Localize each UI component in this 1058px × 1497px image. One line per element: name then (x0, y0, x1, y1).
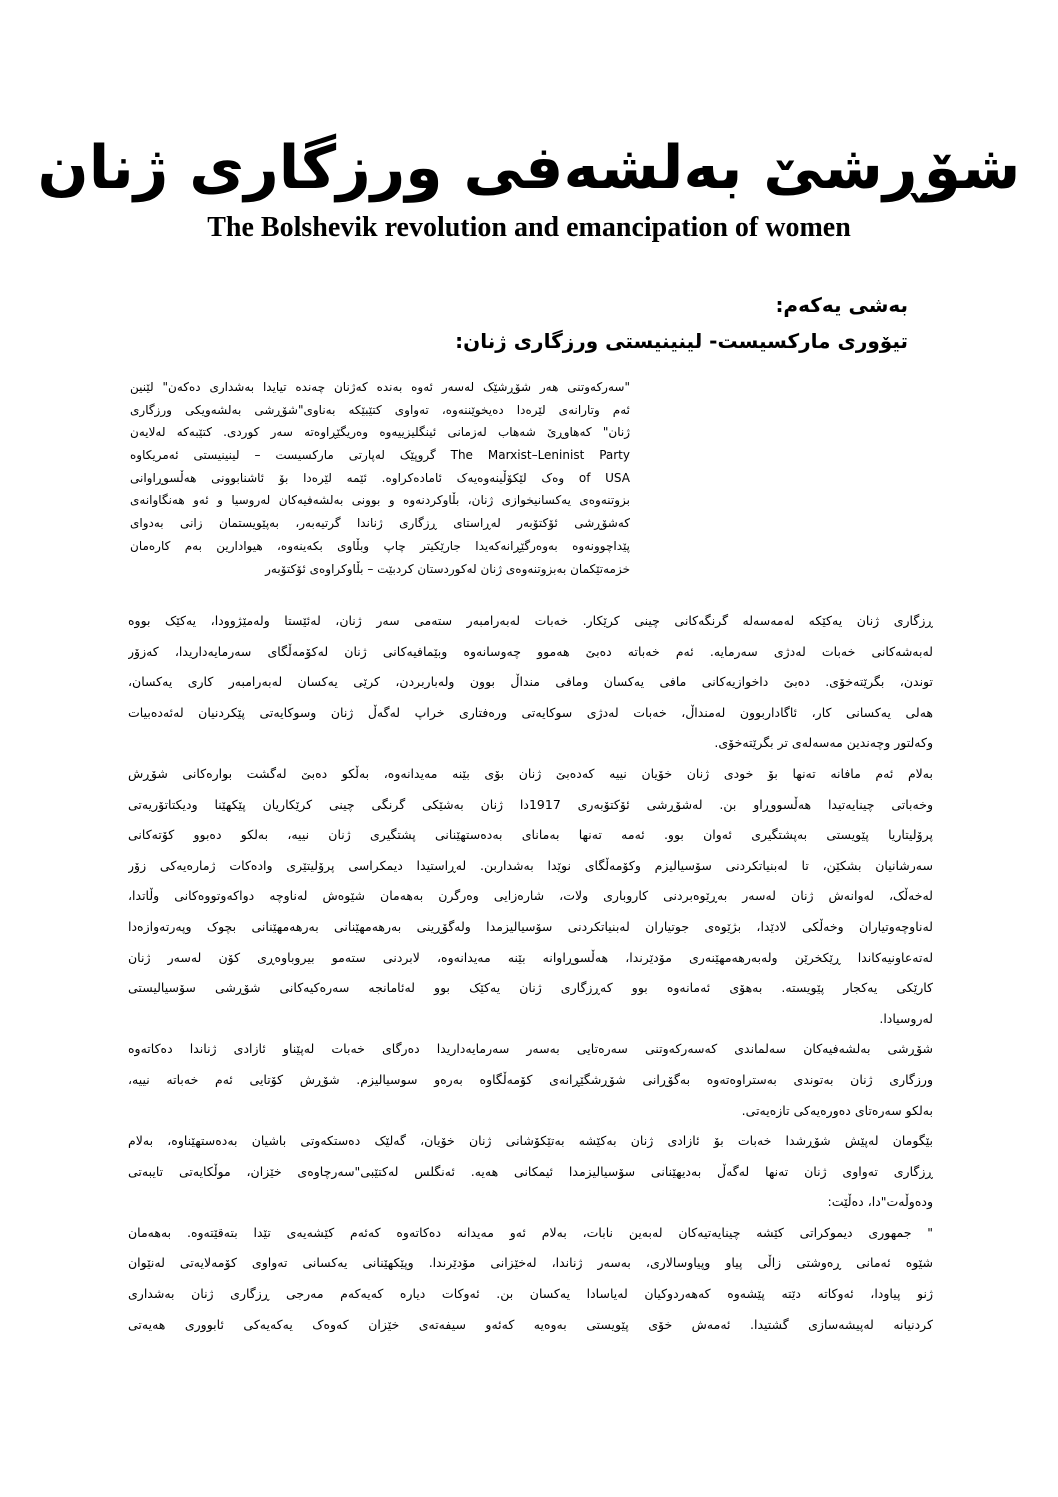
section-title: تیۆوری مارکسیست- لینینیستی ورزگاری ژنان: (455, 329, 908, 353)
article-body (128, 606, 933, 1340)
paragraph (128, 606, 933, 759)
quote-line: "سەرکەوتنی هەر شۆڕشێک لەسەر ئەوە بەندە کەژنان چەندە تیایدا بەشداری دەکەن" لێنین (130, 380, 630, 394)
paragraph-line: بەلام ئەم مافانە تەنها بۆ خودی ژنان خۆیان نییە کەدەبێ ژنان بۆی بێنە مەیدانەوە، بەڵکو دەبێ لەگشت بوارەکانی شۆڕش (128, 765, 933, 781)
quote-line: of USA وەک لێکۆڵینەوەیەک ئامادەکراوە. ئێمە لێرەدا بۆ ئاشنابوونی هەڵسوڕاوانی (130, 470, 630, 485)
paragraph (128, 1218, 933, 1340)
paragraph-line: ڕزگاری ژنان یەکێکە لەمەسەلە گرنگەکانی چینی کرێکار. خەبات لەبەرامبەر ستەمی سەر ژنان، لەئێستا ولەمێژوودا، یەکێک بووە (128, 613, 933, 628)
paragraph-line: ژنو پیاودا، ئەوکاتە دێتە پێشەوە کەهەردوکیان لەیاسادا یەکسان بن. ئەوکات دیارە کەیەکەم مەرجی ڕزگاری ژنان بەشداری (128, 1286, 933, 1302)
paragraph-line: بەلکو سەرەتای دەورەیەکی تازەیەتی. (741, 1102, 933, 1118)
quote-line: بزوتنەوەی یەکسانیخوازی ژنان، بڵاوکردنەوە و بوونی بەلشەفیەکان لەروسیا و ئەو هەنگاوانەی (130, 493, 630, 508)
paragraph-line: شێوە ئەمانی ڕەوشتی زاڵی پیاو وپیاوسالاری، بەسەر ژناندا، لەخێزانی مۆدێرندا. وپێکهێنانی یەکسانی تەواوی کۆمەلایەتی لەنێوان (128, 1255, 933, 1271)
paragraph-line: توندن، بگرێتەخۆی. دەبێ داخوازیەکانی مافی یەکسان ومافی منداڵ بوون ولەباربردن، کرێی یەکسان لەبەرامبەر کاری یەکسان، (128, 674, 933, 690)
document-title-english: The Bolshevik revolution and emancipation of women (207, 212, 851, 243)
quote-line: پێداچوونەوە بەوەرگێڕانەکەیدا جارێکیتر چاپ وبڵاوی بکەینەوە، هیوادارین بەم کارەمان (130, 538, 630, 553)
section-label: بەشی یەکەم: (775, 293, 908, 317)
paragraph-line: ڕزگاری تەواوی ژنان تەنها لەگەڵ بەدیهێنانی سۆسیالیزمدا ئیمکانی هەیە. ئەنگلس لەکتێبی"سەرچاوەی خێزان، موڵکایەتی تایبەتی (128, 1163, 933, 1179)
paragraph-line: بێگومان لەپێش شۆڕشدا خەبات بۆ ئازادی ژنان بەکێشە بەتێکۆشانی ژنان خۆیان، گەلێک دەستکەوتی باشیان بەدەستهێناوە، بەلام (128, 1133, 933, 1149)
paragraph-line: سەرشانیان بشکێن، تا لەبنیاتکردنی سۆسیالیزم وکۆمەڵگای نوێدا بەشداربن. لەڕاستیدا دیمکراسی پرۆلیتێری وادەکات ژمارەیەکی زۆر (128, 857, 933, 873)
paragraph-line: لەخەڵک، لەوانەش ژنان لەسەر بەڕێوەبردنی کاروباری ولات، شارەزایی وەرگرن بەهەمان شێوەش لەناوچە دواکەوتووەکانی وڵاتدا، (128, 888, 933, 904)
intro-quote-block (130, 372, 630, 576)
quote-line: ئەم وتارانەی لێرەدا دەیخوێننەوە، تەواوی کتێبێکە بەناوی"شۆڕشی بەلشەویکی ورزگاری (130, 402, 630, 417)
paragraph-line: پرۆلیتاریا پێویستی بەپشتگیری ئەوان بوو. ئەمە تەنها بەمانای بەدەستهێنانی پشتگیری ژنان نییە، بەلکو دەبوو کۆتەکانی (128, 827, 933, 843)
paragraph-line: هەلی یەکسانی کار، ئاگاداربوون لەمنداڵ، خەبات لەدژی سوکایەتی ورەفتاری خراپ لەگەڵ ژنان وسوکایەتی پێکردنیان لەئەدەبیات (128, 704, 933, 720)
paragraph (128, 1126, 933, 1218)
quote-line: کەشۆڕشی ئۆکتۆبەر لەڕاستای ڕزگاری ژناندا گرتیەبەر، بەپێویستمان زانی بەدوای (130, 516, 630, 531)
paragraph-line: لەتەعاونیەکاندا ڕێکخرێن ولەبەرهەمهێنەری مۆدێرندا، هەڵسوڕاوانە بێنە مەیدانەوە، لابردنی ستەمو بیروباوەڕی کۆن لەسەر ژنان (128, 949, 933, 965)
quote-line: The Marxist–Leninist Party گروپێک لەپارتی مارکسیست – لینینیستی ئەمریکاوە (130, 448, 630, 463)
quote-line: خزمەتێکمان بەبزوتنەوەی ژنان لەکوردستان کردبێت – بڵاوکراوەی ئۆکتۆبەر (265, 561, 630, 576)
paragraph-line: ودەوڵەت"دا، دەڵێت: (827, 1194, 933, 1210)
paragraph (128, 1034, 933, 1126)
document-title-kurdish: شۆڕشێ بەلشەفی ورزگاری ژنان (37, 133, 1021, 203)
paragraph-line: وخەباتی چینایەتیدا هەڵسووڕاو بن. لەشۆڕشی ئۆکتۆبەری 1917دا ژنان بەشێکی گرنگی چینی کرێکاریان پێکهێنا ودیکتاتۆریەتی (128, 796, 933, 812)
paragraph-line: لەناوچەوتیاران وخەڵکی لادێدا، بژێوەی جوتیاران لەبنیاتکردنی سۆسیالیزمدا ولەگۆڕینی بەرهەمهێنانی بەرهەمهێنانی بچوک وپەرتەوازەدا (128, 918, 933, 934)
paragraph-line: لەروسیادا. (879, 1010, 933, 1026)
paragraph-line: لەبەشەکانی خەبات لەدژی سەرمایە. ئەم خەباتە دەبێ هەموو چەوسانەوە وبێمافیەکانی ژنان لەکۆمەڵگای سەرمایەداریدا، کەزۆر (128, 643, 933, 659)
paragraph-line: شۆڕشی بەلشەفیەکان سەلماندی کەسەرکەوتنی سەرەتایی بەسەر سەرمایەداریدا دەرگای خەبات لەپێناو ئازادی ژناندا دەکاتەوە (128, 1041, 933, 1057)
paragraph-line: " جمهوری دیموکراتی کێشە چینایەتیەکان لەبەین نابات، بەلام ئەو مەیدانە دەکاتەوە کەئەم کێشەیەی تێدا بتەقێتەوە. بەهەمان (128, 1224, 933, 1240)
paragraph-line: ورزگاری ژنان بەتوندی بەستراوەتەوە بەگۆڕانی شۆڕشگێڕانەی کۆمەڵگاوە بەرەو سوسیالیزم. شۆڕش کۆتایی ئەم خەباتە نییە، (128, 1071, 933, 1087)
paragraph-line: کردنیانە لەپیشەسازی گشتیدا. ئەمەش خۆی پێویستی بەوەیە کەئەو سیفەتەی خێزان کەوەک یەکەیەکی ئابووری هەیەتی (128, 1316, 933, 1332)
paragraph-line: وکەلتور وچەندین مەسەلەی تر بگرێتەخۆی. (714, 735, 933, 751)
paragraph-line: کارێکی یەکجار پێویستە. بەهۆی ئەمانەوە بوو کەڕزگاری ژنان یەکێک بوو لەئامانجە سەرەکیەکانی شۆڕشی سۆسیالیستی (128, 980, 933, 996)
paragraph (128, 759, 933, 1034)
quote-line: ژنان" کەهاوڕێ شەهاب لەزمانی ئینگلیزییەوە وەریگێڕاوەتە سەر کوردی. کتێبەکە لەلایەن (130, 425, 630, 440)
